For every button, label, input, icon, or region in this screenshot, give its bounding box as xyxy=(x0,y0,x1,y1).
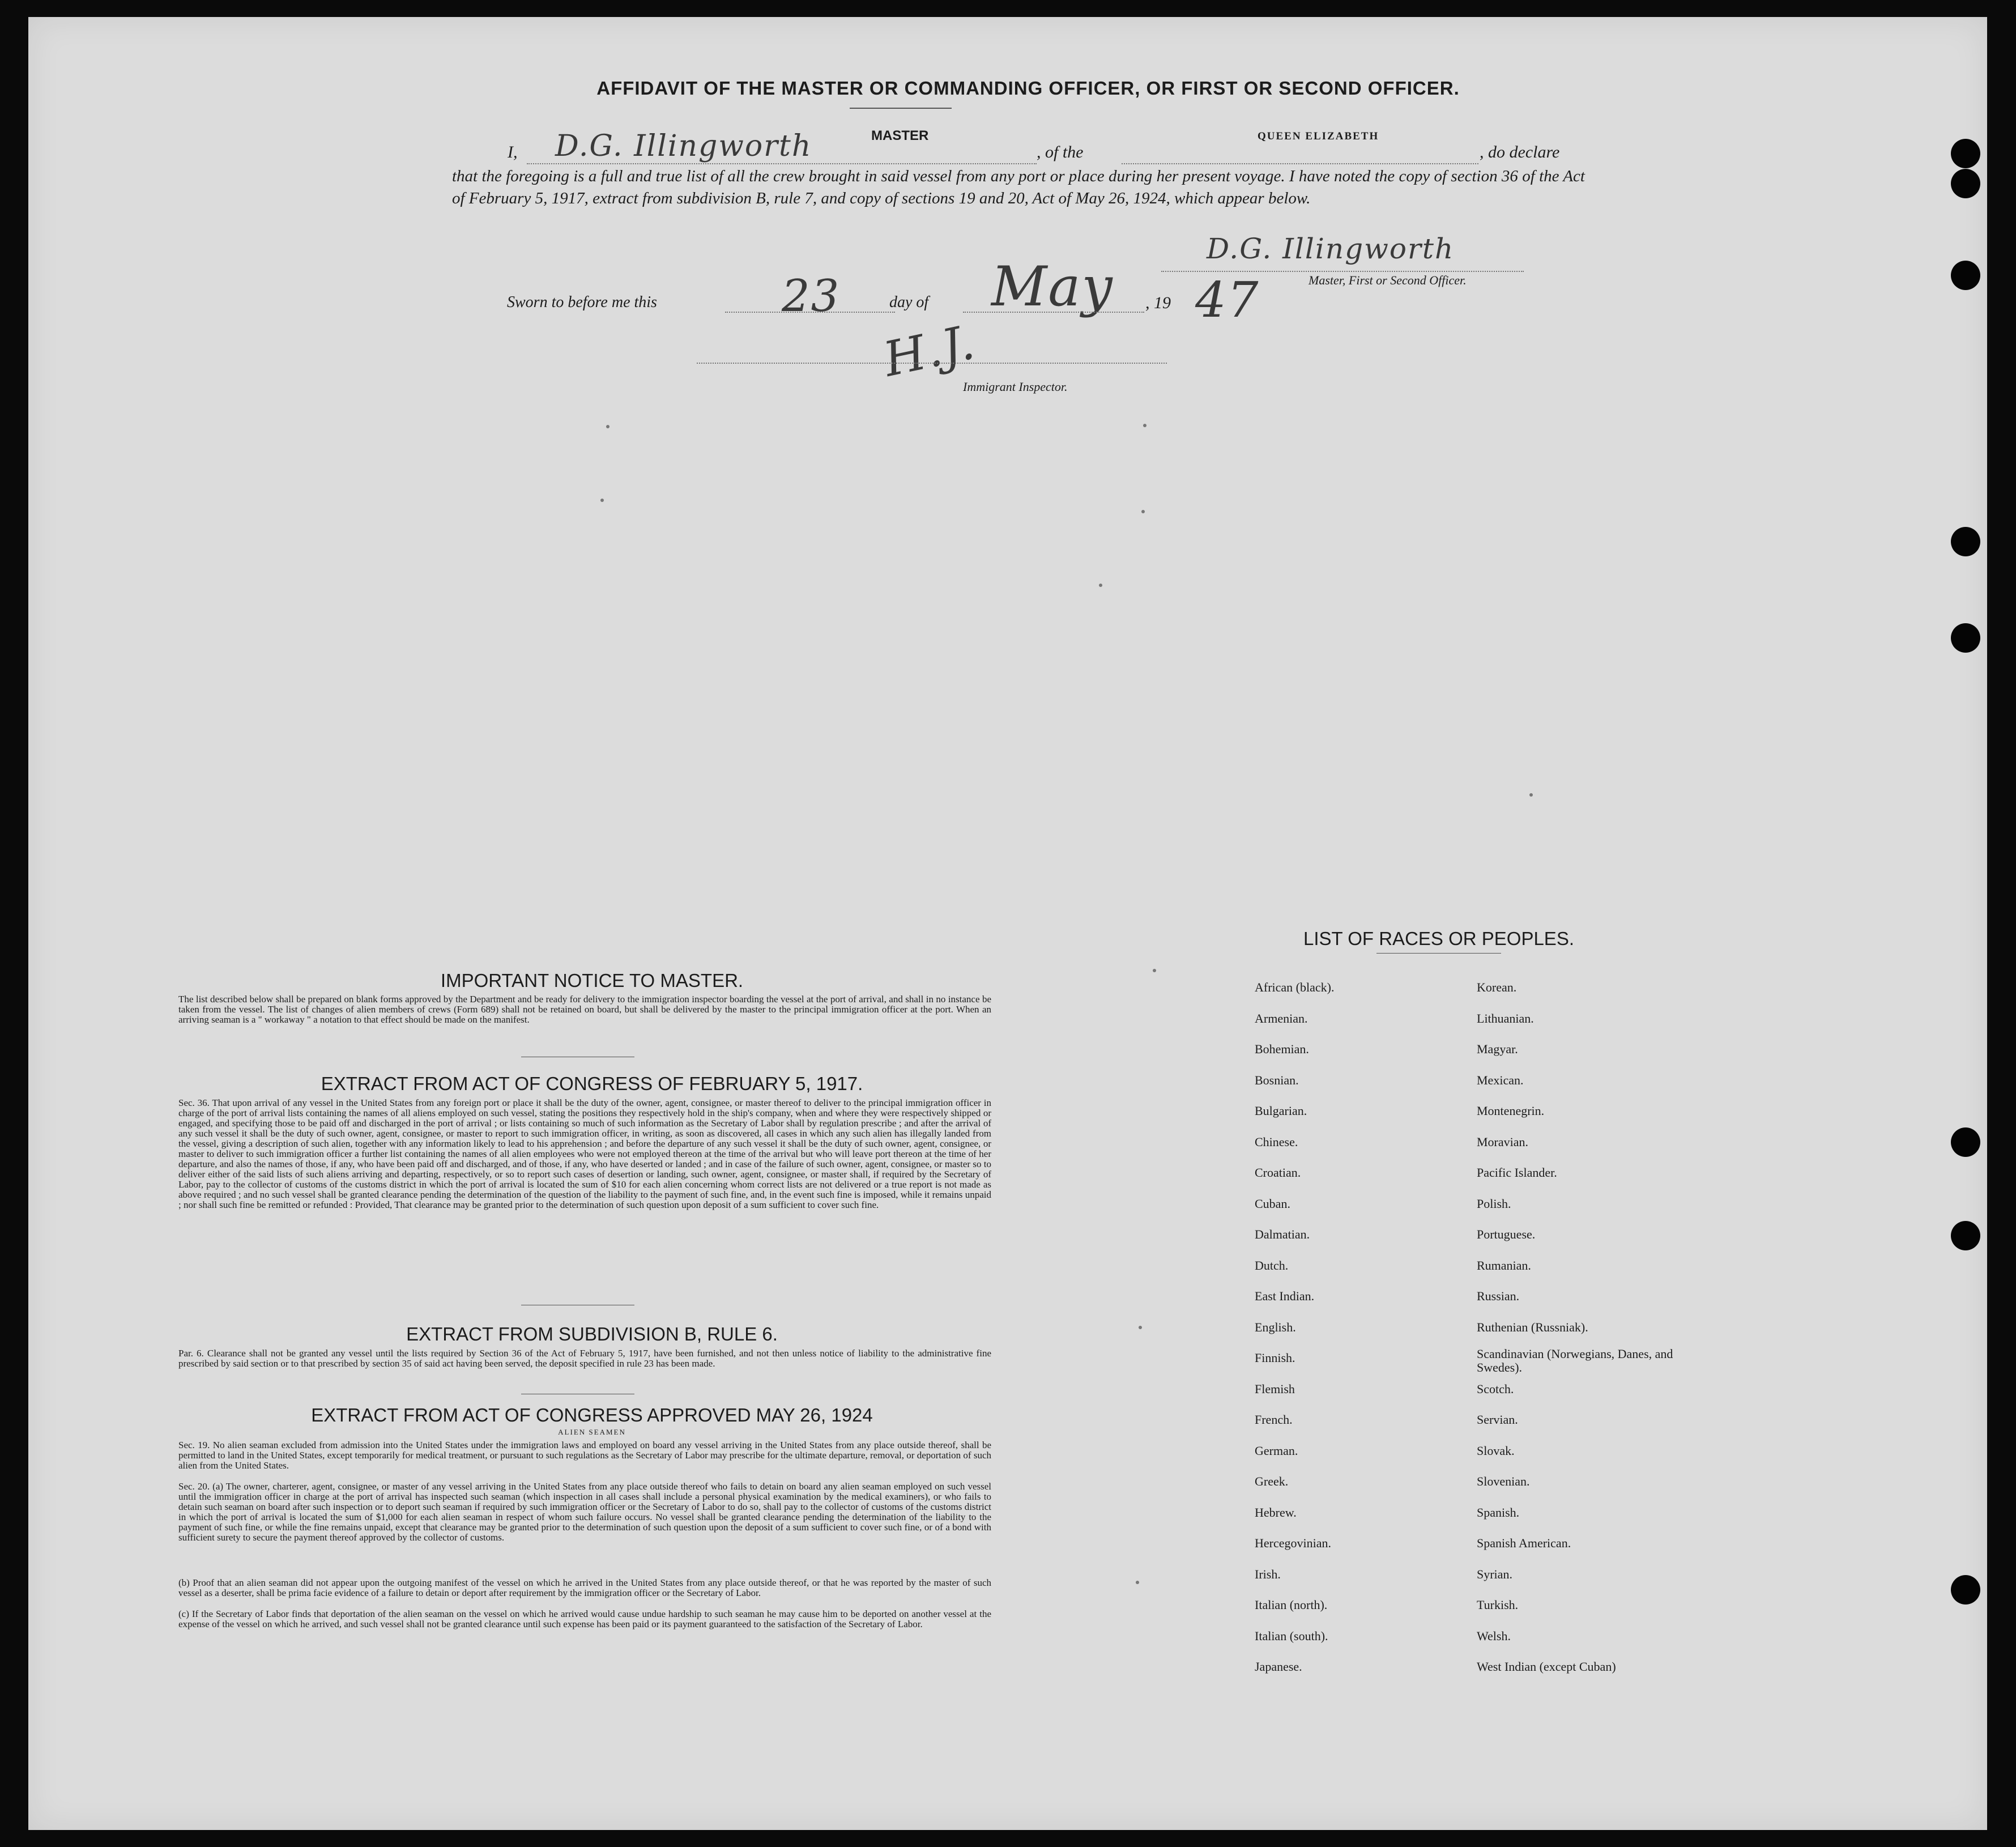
race-item: Hebrew. xyxy=(1255,1505,1297,1520)
race-item: Bosnian. xyxy=(1255,1073,1299,1087)
race-item: German. xyxy=(1255,1443,1298,1458)
race-item: Hercegovinian. xyxy=(1255,1536,1331,1550)
race-item: East Indian. xyxy=(1255,1289,1315,1303)
faint-mark xyxy=(1139,1326,1142,1329)
races-underline xyxy=(1376,953,1501,954)
notice-title: IMPORTANT NOTICE TO MASTER. xyxy=(440,970,744,991)
faint-mark xyxy=(1136,1581,1139,1584)
race-item: African (black). xyxy=(1255,980,1335,994)
race-item: Finnish. xyxy=(1255,1351,1295,1365)
master-signature: D.G. Illingworth xyxy=(555,129,812,163)
officer-signature: D.G. Illingworth xyxy=(1207,232,1455,265)
race-item: Ruthenian (Russniak). xyxy=(1477,1320,1588,1334)
race-item: Spanish. xyxy=(1477,1505,1520,1520)
sworn-label: Sworn to before me this xyxy=(507,293,657,311)
race-item: Slovenian. xyxy=(1477,1474,1530,1488)
extract-1917-title: EXTRACT FROM ACT OF CONGRESS OF FEBRUARY 5, 1917. xyxy=(321,1073,863,1094)
race-item: Spanish American. xyxy=(1477,1536,1571,1550)
inspector-caption: Immigrant Inspector. xyxy=(963,380,1068,394)
faint-mark xyxy=(1153,969,1156,972)
race-item: Greek. xyxy=(1255,1474,1289,1488)
race-item: Syrian. xyxy=(1477,1567,1512,1581)
extract-1924-sec20c: (c) If the Secretary of Labor finds that deportation of the alien seaman on the vessel on which he arrived would cause undue hardship to such seaman he may cause him to be deported on another vessel at the expense of the vessel on which he arrived, and such vessel shall not be granted clearance until such expense has been paid or its payment guaranteed to the satisfaction of the Secretary of Labor. xyxy=(178,1608,991,1629)
extract-1924-sec20a: Sec. 20. (a) The owner, charterer, agent, consignee, or master of any vessel arriving in the United States from any place outside thereof who fails to detain on board any alien seaman employed on such vessel until the immigration officer in charge at the port of arrival has inspected such seaman (which inspection in all cases shall include a personal physical examination by the medical examiners), or who fails to detain such seaman on board after such inspection or to deport such seaman if required by such immigration officer or the Secretary of Labor to do so, shall pay to the collector of customs of the customs district in which the port of arrival is located the sum of $1,000 for each alien seaman in respect of whom such failure occurs. No vessel shall be granted clearance pending the determination of the liability to the payment of such fine, or while the fine remains unpaid, except that clearance may be granted prior to the determination of such question upon the deposit of a sum sufficient to cover such fine, or of a bond with sufficient surety to secure the payment thereof approved by the collector of customs. xyxy=(178,1481,991,1543)
vessel-line xyxy=(1122,163,1478,164)
race-item: Lithuanian. xyxy=(1477,1011,1534,1025)
race-item: Korean. xyxy=(1477,980,1517,994)
races-title: LIST OF RACES OR PEOPLES. xyxy=(1303,928,1575,949)
punch-hole xyxy=(1951,1575,1980,1605)
race-item: Irish. xyxy=(1255,1567,1281,1581)
race-item: French. xyxy=(1255,1412,1293,1427)
day-value: 23 xyxy=(782,271,841,322)
punch-hole xyxy=(1951,261,1980,290)
extract-1924-subtitle: ALIEN SEAMEN xyxy=(558,1428,626,1436)
faint-mark xyxy=(1143,424,1146,427)
affidavit-title: AFFIDAVIT OF THE MASTER OR COMMANDING OFFICER, OR FIRST OR SECOND OFFICER. xyxy=(596,78,1460,99)
month-line xyxy=(963,312,1144,313)
faint-mark xyxy=(1529,793,1533,797)
race-item: Italian (south). xyxy=(1255,1628,1328,1643)
race-item: Polish. xyxy=(1477,1196,1511,1211)
extract-1924-title: EXTRACT FROM ACT OF CONGRESS APPROVED MAY 26, 1924 xyxy=(311,1405,873,1425)
name-line xyxy=(527,163,1037,164)
race-item: Japanese. xyxy=(1255,1659,1302,1674)
race-item: Cuban. xyxy=(1255,1196,1290,1211)
inspector-signature: H.J. xyxy=(879,314,981,388)
race-item: Bohemian. xyxy=(1255,1042,1309,1056)
year-value: 47 xyxy=(1195,272,1260,329)
faint-mark xyxy=(600,499,604,502)
of-the-label: , of the xyxy=(1037,143,1084,161)
punch-hole xyxy=(1951,1221,1980,1250)
race-item: West Indian (except Cuban) xyxy=(1477,1659,1616,1674)
race-item: Dalmatian. xyxy=(1255,1227,1310,1241)
race-item: Welsh. xyxy=(1477,1628,1511,1643)
race-item: Servian. xyxy=(1477,1412,1518,1427)
race-item: Portuguese. xyxy=(1477,1227,1536,1241)
race-item: Pacific Islander. xyxy=(1477,1165,1557,1180)
race-item: Turkish. xyxy=(1477,1598,1519,1612)
officer-caption: Master, First or Second Officer. xyxy=(1309,273,1467,287)
punch-hole xyxy=(1951,1127,1980,1157)
race-item: Rumanian. xyxy=(1477,1258,1531,1273)
extract-rule6-body: Par. 6. Clearance shall not be granted any vessel until the lists required by Section 36 of the Act of February 5, 1917, have been furnished, and not then unless notice of liability to the administrative fine prescribed by said section or to that prescribed by section 35 of said act having been served, the deposit specified in rule 23 has been made. xyxy=(178,1348,991,1369)
race-item: Flemish xyxy=(1255,1381,1295,1396)
extract-1917-body: Sec. 36. That upon arrival of any vessel in the United States from any foreign port or place it shall be the duty of the owner, agent, consignee, or master thereof to deliver to the principal immigration officer in charge of the port of arrival lists containing the names of all aliens employed on such vessel, stating the positions they respectively hold in the ship's company, when and where they were respectively shipped or engaged, and specifying those to be paid off and discharged in the port of arrival ; or lists containing so much of such information as the Secretary of Labor shall by regulation prescribe ; and after the arrival of any such vessel it shall be the duty of such owner, agent, consignee, or master to report to such immigration officer, in writing, as soon as discovered, all cases in which any such alien has illegally landed from the vessel, giving a description of such alien, together with any information likely to lead to his apprehension ; and before the departure of any such vessel it shall be the duty of such owner, agent, consignee, or master to deliver to such immigration officer a further list containing the names of all alien employees who were not employed thereon at the time of the arrival but who will leave port thereon at the time of her departure, and also the names of those, if any, who have been paid off and discharged, and of those, if any, who have deserted or landed ; and in case of the failure of such owner, agent, consignee, or master so to deliver either of the said lists of such aliens arriving and departing, respectively, or so to report such cases of desertion or landing, such owner, agent, consignee, or master shall, if required by the Secretary of Labor, pay to the collector of customs of the customs district in which the port of arrival is located the sum of $10 for each alien concerning whom correct lists are not delivered or a true report is not made as above required ; and no such vessel shall be granted clearance pending the determination of the question of the liability to the payment of such fine, and, in the event such fine is imposed, while it remains unpaid ; nor shall such fine be remitted or refunded : Provided, That clearance may be granted prior to the determination of such question upon deposit of a sum sufficient to cover such fine. xyxy=(178,1097,991,1210)
race-item: Moravian. xyxy=(1477,1134,1529,1149)
race-item: Russian. xyxy=(1477,1289,1520,1303)
punch-hole xyxy=(1951,623,1980,653)
punch-hole xyxy=(1951,139,1980,168)
year-prefix: , 19 xyxy=(1145,293,1171,312)
vessel-name: QUEEN ELIZABETH xyxy=(1258,130,1379,142)
title-underline xyxy=(850,108,952,109)
punch-hole xyxy=(1951,169,1980,198)
race-item: Scandinavian (Norwegians, Danes, and Swedes). xyxy=(1477,1347,1673,1374)
race-item: Magyar. xyxy=(1477,1042,1518,1056)
day-line xyxy=(725,312,895,313)
inspector-line xyxy=(697,363,1167,364)
race-item: Montenegrin. xyxy=(1477,1104,1545,1118)
race-item: Chinese. xyxy=(1255,1134,1298,1149)
race-item: Mexican. xyxy=(1477,1073,1524,1087)
punch-hole xyxy=(1951,527,1980,556)
race-item: Slovak. xyxy=(1477,1443,1515,1458)
notice-body: The list described below shall be prepared on blank forms approved by the Department and be ready for delivery to the immigration inspector boarding the vessel at the port of arrival, and shall in no instance be taken from the vessel. The list of changes of alien members of crews (Form 689) shall not be retained on board, but shall be delivered by the master to the principal immigration officer at the port. When an arriving seaman is a " workaway " a notation to that effect should be made on the manifest. xyxy=(178,994,991,1025)
affidavit-body: that the foregoing is a full and true list of all the crew brought in said vessel from any port or place during her present voyage. I have noted the copy of section 36 of the Act of February 5, 1917, extract from subdivision B, rule 7, and copy of sections 19 and 20, Act of May 26, 1924, which appear below. xyxy=(452,167,1585,207)
race-item: Bulgarian. xyxy=(1255,1104,1307,1118)
extract-1924-sec19: Sec. 19. No alien seaman excluded from admission into the United States under the immigration laws and employed on board any vessel arriving in the United States from any place outside thereof, shall be permitted to land in the United States, except temporarily for medical treatment, or pursuant to such regulations as the Secretary of Labor may prescribe for the ultimate departure, removal, or deportation of such alien from the United States. xyxy=(178,1440,991,1471)
faint-mark xyxy=(1099,584,1102,587)
day-of-label: day of xyxy=(889,293,929,311)
race-item: English. xyxy=(1255,1320,1296,1334)
extract-1924-sec20b: (b) Proof that an alien seaman did not appear upon the outgoing manifest of the vessel on which he arrived in the United States from any place outside thereof, or that he was reported by the master of such vessel as a deserter, shall be prima facie evidence of a failure to detain or deport after requirement by the immigration officer or the Secretary of Labor. xyxy=(178,1577,991,1598)
race-item: Scotch. xyxy=(1477,1381,1514,1396)
race-item: Italian (north). xyxy=(1255,1598,1328,1612)
race-item: Dutch. xyxy=(1255,1258,1289,1273)
race-item: Croatian. xyxy=(1255,1165,1301,1180)
race-item: Armenian. xyxy=(1255,1011,1308,1025)
document-page xyxy=(28,17,1987,1830)
month-value: May xyxy=(991,255,1114,318)
master-printed-title: MASTER xyxy=(871,128,929,143)
extract-rule6-title: EXTRACT FROM SUBDIVISION B, RULE 6. xyxy=(406,1323,778,1344)
do-declare-label: , do declare xyxy=(1480,143,1560,161)
affidavit-i-label: I, xyxy=(508,143,518,161)
faint-mark xyxy=(1141,510,1145,513)
faint-mark xyxy=(606,425,610,428)
